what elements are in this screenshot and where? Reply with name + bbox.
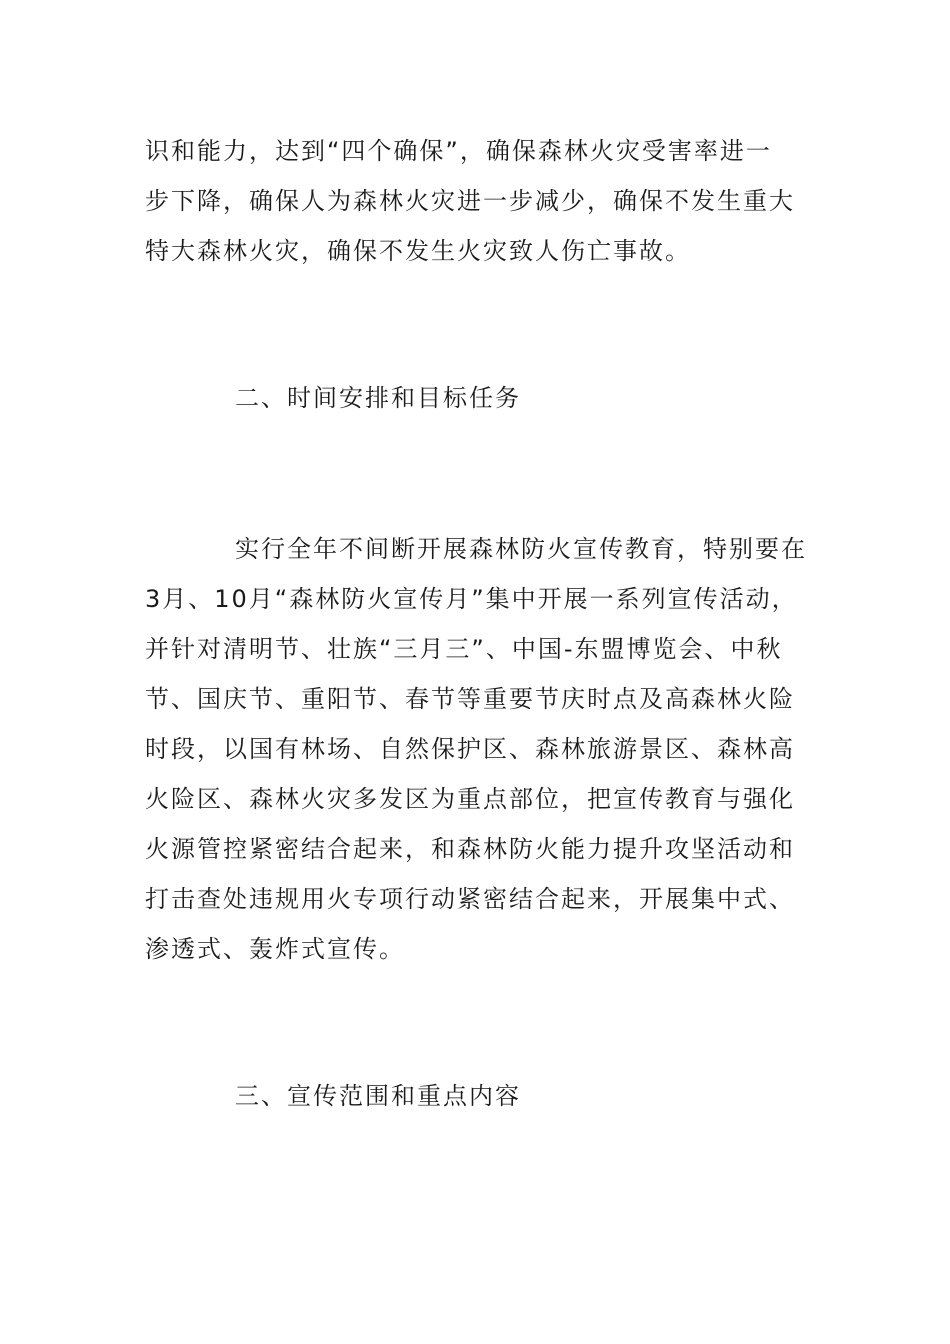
paragraph-line: 特大森林火灾，确保不发生火灾致人伤亡事故。 — [145, 237, 691, 265]
paragraph-line: 并针对清明节、壮族“三月三”、中国-东盟博览会、中秋 — [145, 635, 783, 663]
paragraph-line: 渗透式、轰炸式宣传。 — [145, 935, 405, 963]
section-heading-2: 二、时间安排和目标任务 — [235, 384, 521, 412]
paragraph-line: 步下降，确保人为森林火灾进一步减少，确保不发生重大 — [145, 187, 795, 215]
paragraph-line: 打击查处违规用火专项行动紧密结合起来，开展集中式、 — [145, 885, 795, 913]
paragraph-line: 3月、10月“森林防火宣传月”集中开展一系列宣传活动， — [145, 585, 798, 613]
paragraph-line: 时段，以国有林场、自然保护区、森林旅游景区、森林高 — [145, 735, 795, 763]
paragraph-line: 节、国庆节、重阳节、春节等重要节庆时点及高森林火险 — [145, 685, 795, 713]
paragraph-line: 火险区、森林火灾多发区为重点部位，把宣传教育与强化 — [145, 785, 795, 813]
paragraph-line: 实行全年不间断开展森林防火宣传教育，特别要在 — [235, 535, 807, 563]
paragraph-line: 火源管控紧密结合起来，和森林防火能力提升攻坚活动和 — [145, 835, 795, 863]
paragraph-line: 识和能力，达到“四个确保”，确保森林火灾受害率进一 — [145, 137, 772, 165]
section-heading-3: 三、宣传范围和重点内容 — [235, 1082, 521, 1110]
